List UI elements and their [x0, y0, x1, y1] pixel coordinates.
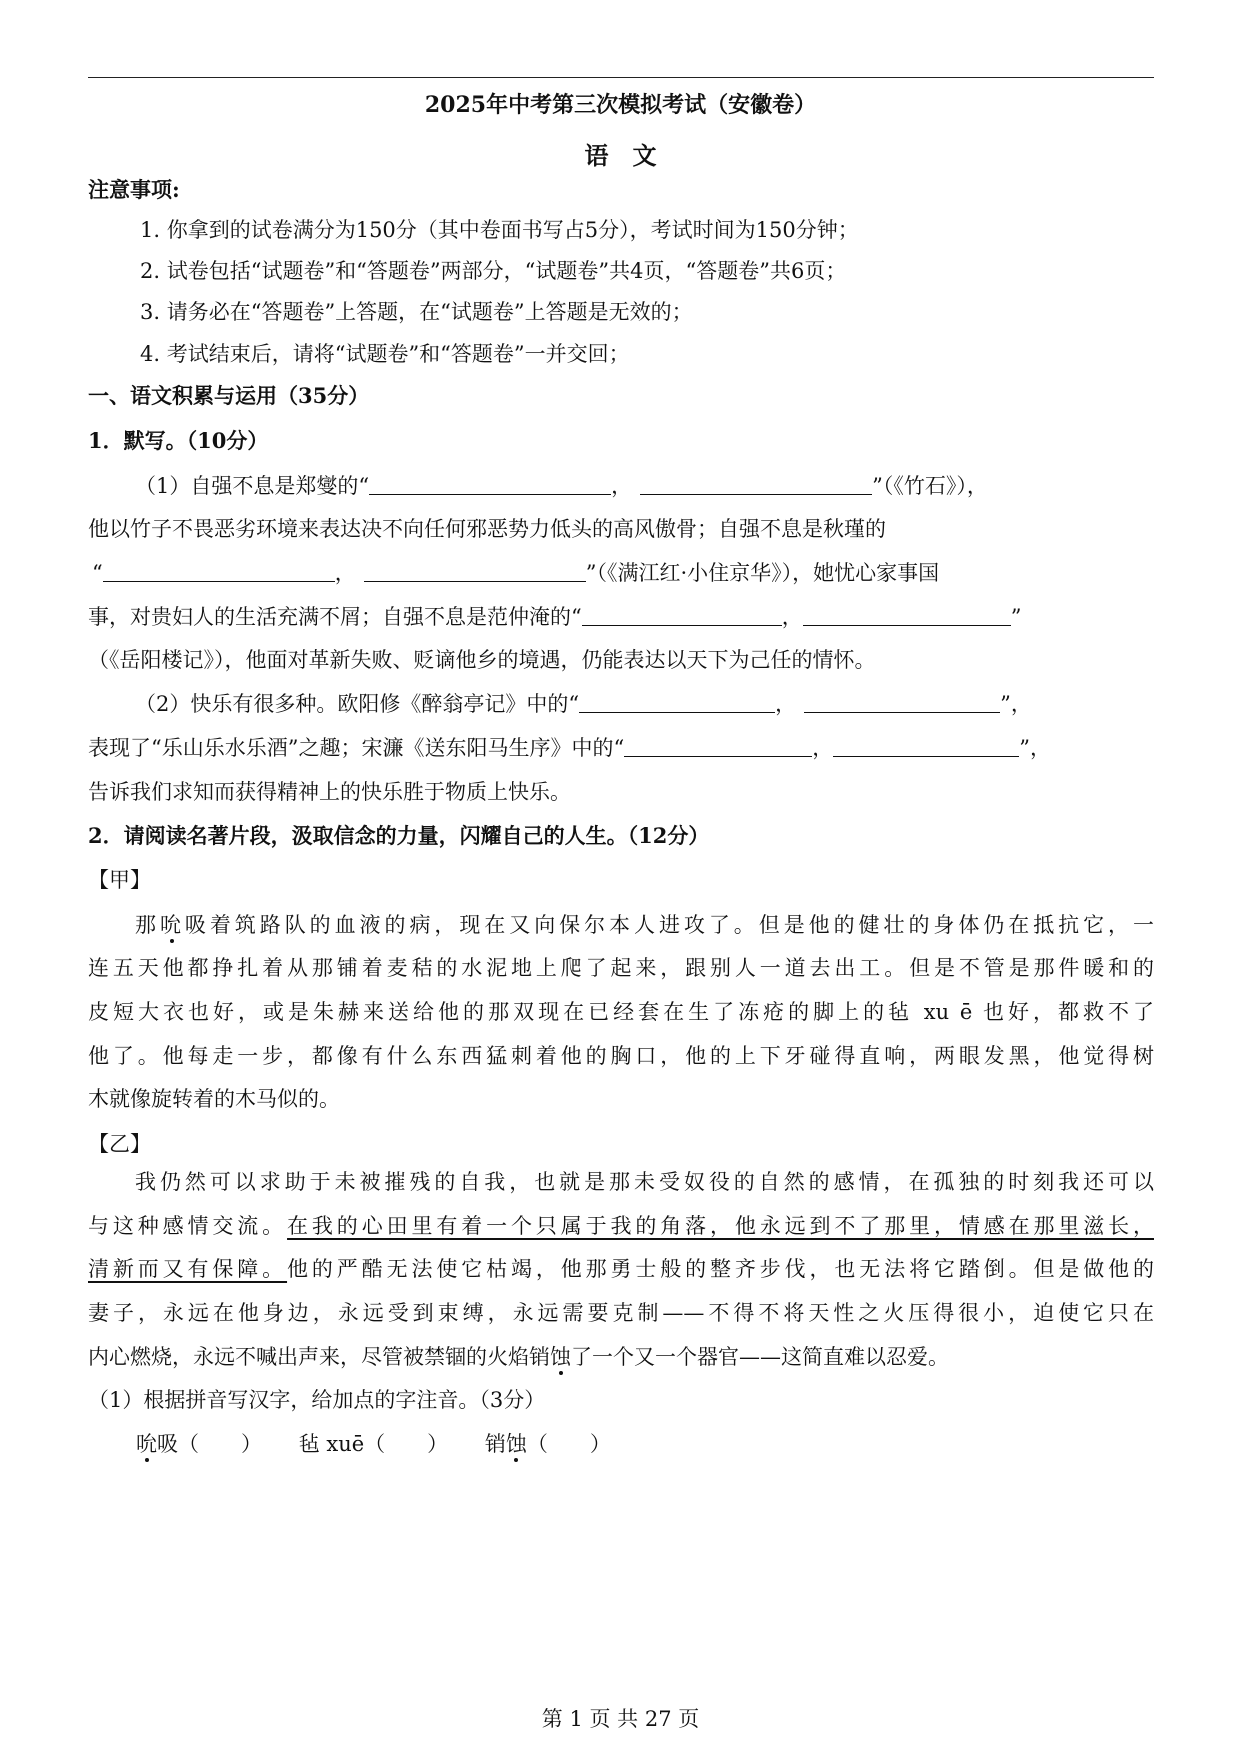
answer-blank[interactable]: [624, 734, 812, 757]
text-segment: ，: [812, 736, 834, 760]
q2-heading: 2．请阅读名著片段，汲取信念的力量，闪耀自己的人生。（12分）: [88, 823, 710, 848]
pinyin-items: [136, 1428, 1154, 1460]
passage-yi-line1: 我仍然可以求助于未被摧残的自我，也就是那未受奴役的自然的感情，在孤独的时刻我还可以: [135, 1170, 1154, 1194]
notice-item-1: 1. 你拿到的试卷满分为150分（其中卷面书写占5分），考试时间为150分钟；: [140, 218, 859, 242]
pinyin-item-1[interactable]: [136, 1432, 262, 1456]
dotted-character: 吮: [159, 913, 185, 937]
text-segment: 销: [484, 1432, 506, 1456]
q1-heading: 1．默写。（10分）: [88, 428, 269, 453]
q1-p1-line2: 他以竹子不畏恶劣环境来表达决不向任何邪恶势力低头的高风傲骨；自强不息是秋瑾的: [88, 517, 886, 541]
answer-blank[interactable]: [579, 690, 775, 713]
text-segment: ”，: [1019, 736, 1051, 760]
text-segment: 与这种感情交流。: [88, 1214, 288, 1238]
header-rule: [88, 77, 1154, 78]
q1-p1-line5: （《岳阳楼记》），他面对革新失败、贬谪他乡的境遇，仍能表达以天下为己任的情怀。: [88, 648, 876, 672]
answer-blank[interactable]: [103, 559, 335, 582]
notice-item-2: 2. 试卷包括“试题卷”和“答题卷”两部分，“试题卷”共4页，“答题卷”共6页；: [140, 259, 847, 283]
text-segment: 内心燃烧，永远不喊出声来，尽管被禁锢的火焰销: [88, 1345, 550, 1369]
text-segment: ，: [611, 474, 633, 498]
answer-blank[interactable]: [582, 603, 782, 626]
text-segment: ”（《满江红·小住京华》），她忧心家事国: [585, 561, 940, 585]
passage-jia-line1: [135, 909, 1154, 941]
text-segment: ”: [1010, 605, 1022, 629]
dotted-character: 蚀: [505, 1432, 527, 1456]
text-segment: 吸（ ）: [157, 1432, 262, 1456]
text-segment: 他的严酷无法使它枯竭，他那勇士般的整齐步伐，也无法将它踏倒。但是做他的: [287, 1257, 1154, 1281]
q1-p2-line1: [135, 688, 1154, 720]
section-heading: 一、语文积累与运用（35分）: [88, 383, 370, 408]
dotted-character: 吮: [136, 1432, 157, 1456]
passage-jia-label: 【甲】: [88, 868, 151, 892]
passage-yi-line3: [88, 1253, 1154, 1285]
dotted-character: 蚀: [550, 1345, 571, 1369]
answer-blank[interactable]: [364, 559, 586, 582]
subject-title: 语文: [584, 141, 681, 170]
text-segment: ”（《竹石》），: [872, 474, 988, 498]
exam-title: 2025年中考第三次模拟考试（安徽卷）: [424, 92, 817, 118]
q1-p2-line2: [88, 732, 1154, 764]
text-segment: ，: [775, 692, 797, 716]
text-segment: 吸着筑路队的血液的病，现在又向保尔本人进攻了。但是他的健壮的身体仍在抵抗它，一: [184, 913, 1155, 937]
text-segment: ，: [781, 605, 803, 629]
answer-blank[interactable]: [803, 603, 1011, 626]
text-segment: 事，对贵妇人的生活充满不屑；自强不息是范仲淹的“: [88, 605, 582, 629]
passage-jia-line5: 木就像旋转着的木马似的。: [88, 1087, 340, 1111]
q1-p1-line1: [135, 470, 1154, 502]
text-segment: （2）快乐有很多种。欧阳修《醉翁亭记》中的“: [135, 692, 580, 716]
page-footer: 第 1 页 共 27 页: [541, 1707, 700, 1731]
text-segment: （1）自强不息是郑燮的“: [135, 474, 370, 498]
answer-blank[interactable]: [833, 734, 1019, 757]
q2-sub1: （1）根据拼音写汉字，给加点的字注音。（3分）: [88, 1388, 546, 1412]
text-segment: 那: [135, 913, 160, 937]
passage-jia-line2: 连五天他都挣扎着从那铺着麦秸的水泥地上爬了起来，跟别人一道去出工。但是不管是那件暖和的: [88, 956, 1154, 980]
text-segment: ，: [334, 561, 356, 585]
pinyin-item-2[interactable]: 毡 xuē（ ）: [298, 1432, 449, 1456]
underlined-sentence: 在我的心田里有着一个只属于我的角落，他永远到不了那里，情感在那里滋长，: [287, 1214, 1154, 1238]
answer-blank[interactable]: [369, 472, 611, 495]
pinyin-item-3[interactable]: [485, 1432, 611, 1456]
passage-yi-line2: [88, 1210, 1154, 1242]
passage-yi-line4: 妻子，永远在他身边，永远受到束缚，永远需要克制——不得不将天性之火压得很小，迫使它只在: [88, 1301, 1154, 1325]
q1-p2-line3: 告诉我们求知而获得精神上的快乐胜于物质上快乐。: [88, 780, 571, 804]
answer-blank[interactable]: [640, 472, 872, 495]
passage-jia-line3: 皮短大衣也好，或是朱赫来送给他的那双现在已经套在生了冻疮的脚上的毡 xu ē 也好，都救不了: [88, 1000, 1154, 1024]
underlined-sentence: 清新而又有保障。: [88, 1257, 288, 1281]
text-segment: （ ）: [526, 1432, 611, 1456]
passage-jia-line4: 他了。他每走一步，都像有什么东西猛刺着他的胸口，他的上下牙碰得直响，两眼发黑，他觉得树: [88, 1044, 1154, 1068]
text-segment: 表现了“乐山乐水乐酒”之趣；宋濂《送东阳马生序》中的“: [88, 736, 625, 760]
notice-item-3: 3. 请务必在“答题卷”上答题，在“试题卷”上答题是无效的；: [140, 300, 693, 324]
text-segment: ”，: [1000, 692, 1032, 716]
passage-yi-label: 【乙】: [88, 1132, 151, 1156]
notice-item-4: 4. 考试结束后，请将“试题卷”和“答题卷”一并交回；: [140, 342, 630, 366]
passage-yi-line5: [88, 1341, 1154, 1373]
text-segment: “: [92, 561, 103, 585]
q1-p1-line4: [88, 601, 1154, 633]
answer-blank[interactable]: [804, 690, 1000, 713]
text-segment: 了一个又一个器官——这简直难以忍爱。: [571, 1345, 949, 1369]
q1-p1-line3: [88, 557, 1154, 589]
notice-heading: 注意事项:: [88, 177, 180, 202]
